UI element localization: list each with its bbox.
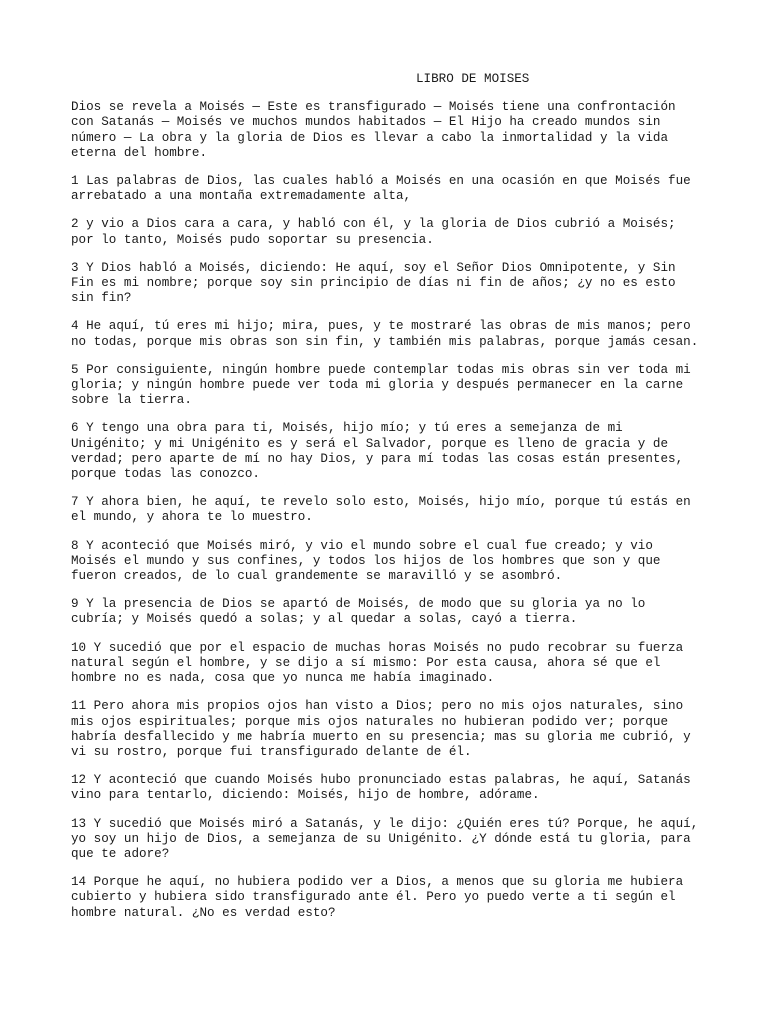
chapter-summary: Dios se revela a Moisés — Este es transfigurado — Moisés tiene una confrontación con Satanás — Moisés ve muchos mundos habitados — El Hijo ha creado mundos sin número — La obra y la gloria de Dios es llevar a cabo la inmortalidad y la vida eterna del hombre. <box>71 100 676 160</box>
verse-2: 2 y vio a Dios cara a cara, y habló con él, y la gloria de Dios cubrió a Moisés; por lo tanto, Moisés pudo soportar su presencia. <box>71 217 676 247</box>
verse-9: 9 Y la presencia de Dios se apartó de Moisés, de modo que su gloria ya no lo cubría; y Moisés quedó a solas; y al quedar a solas, cayó a tierra. <box>71 597 646 627</box>
verse-7: 7 Y ahora bien, he aquí, te revelo solo esto, Moisés, hijo mío, porque tú estás en el mundo, y ahora te lo muestro. <box>71 495 691 525</box>
verse-12: 12 Y aconteció que cuando Moisés hubo pronunciado estas palabras, he aquí, Satanás vino para tentarlo, diciendo: Moisés, hijo de hombre, adórame. <box>71 773 691 803</box>
verse-1: 1 Las palabras de Dios, las cuales habló a Moisés en una ocasión en que Moisés fue arrebatado a una montaña extremadamente alta, <box>71 174 691 204</box>
verse-8: 8 Y aconteció que Moisés miró, y vio el mundo sobre el cual fue creado; y vio Moisés el mundo y sus confines, y todos los hijos de los hombres que son y que fueron creados, de lo cual grandemente se maravilló y se asombró. <box>71 538 661 584</box>
document-page <box>71 72 703 934</box>
verse-11: 11 Pero ahora mis propios ojos han visto a Dios; pero no mis ojos naturales, sino mis ojos espirituales; porque mis ojos naturales no hubieran podido ver; porque habría desfallecido y me habría muerto en su presencia; mas su gloria me cubrió, y vi su rostro, porque fui transfigurado delante de él. <box>71 699 691 759</box>
verse-10: 10 Y sucedió que por el espacio de muchas horas Moisés no pudo recobrar su fuerza natural según el hombre, y se dijo a sí mismo: Por esta causa, ahora sé que el hombre no es nada, cosa que yo nunca me había imaginado. <box>71 640 684 686</box>
verse-3: 3 Y Dios habló a Moisés, diciendo: He aquí, soy el Señor Dios Omnipotente, y Sin Fin es mi nombre; porque soy sin principio de días ni fin de años; ¿y no es esto sin fin? <box>71 260 676 306</box>
verse-4: 4 He aquí, tú eres mi hijo; mira, pues, y te mostraré las obras de mis manos; pero no todas, porque mis obras son sin fin, y también mis palabras, porque jamás cesan. <box>71 319 699 349</box>
verse-13: 13 Y sucedió que Moisés miró a Satanás, y le dijo: ¿Quién eres tú? Porque, he aquí, yo soy un hijo de Dios, a semejanza de su Unigénito. ¿Y dónde está tu gloria, para que te adore? <box>71 816 699 861</box>
verse-6: 6 Y tengo una obra para ti, Moisés, hijo mío; y tú eres a semejanza de mi Unigénito; y mi Unigénito es y será el Salvador, porque es lleno de gracia y de verdad; pero aparte de mí no hay Dios, y para mí todas las cosas están presentes, porque todas las conozco. <box>71 421 684 482</box>
verse-5: 5 Por consiguiente, ningún hombre puede contemplar todas mis obras sin ver toda mi gloria; y ningún hombre puede ver toda mi gloria y después permanecer en la carne sobre la tierra. <box>71 362 691 408</box>
verse-14: 14 Porque he aquí, no hubiera podido ver a Dios, a menos que su gloria me hubiera cubierto y hubiera sido transfigurado ante él. Pero yo puedo verte a ti según el hombre natural. ¿No es verdad esto? <box>71 875 684 920</box>
document-title: LIBRO DE MOISES <box>416 72 530 86</box>
